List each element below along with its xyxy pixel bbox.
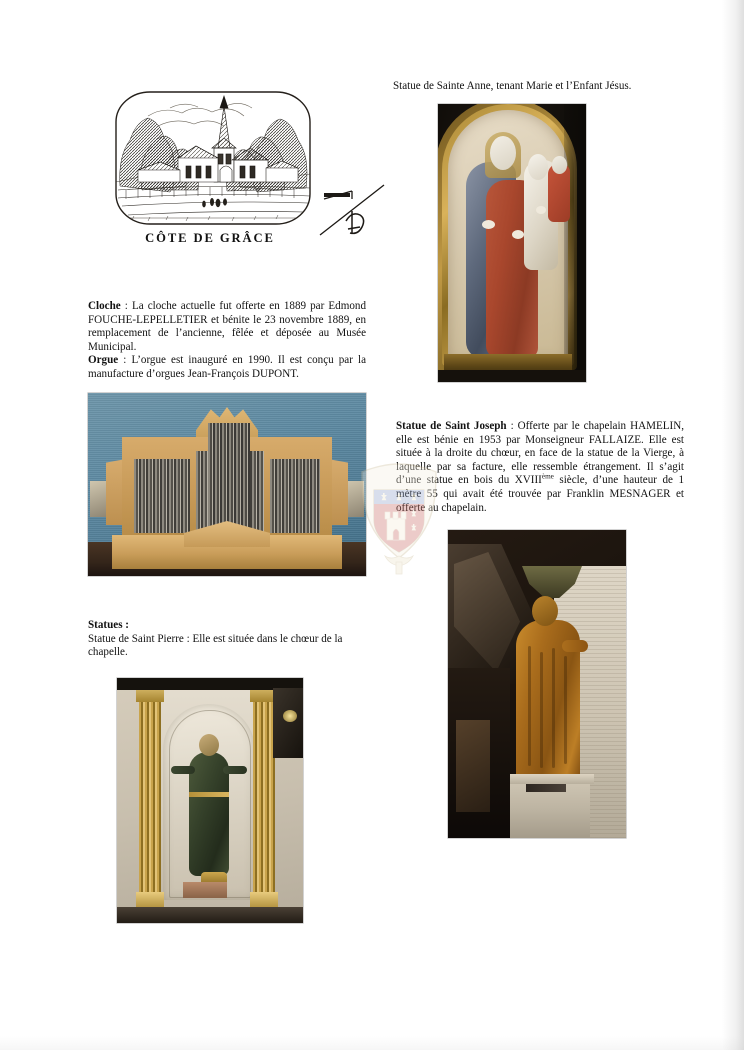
cloche-text: : La cloche actuelle fut offerte en 1889 par Edmond FOUCHE-LEPELLETIER et bénite le 23 novembre 1889, en remplacement de l’ancienne, fêlée et déposée au Musée Municipal. — [88, 300, 366, 353]
photo-statue-sainte-anne — [438, 104, 586, 382]
statues-block — [88, 619, 378, 660]
scan-edge-shadow-right — [722, 0, 744, 1050]
photo-orgue — [88, 393, 366, 576]
saint-joseph-lead: Statue de Saint Joseph — [396, 420, 507, 432]
photo-statue-saint-joseph — [448, 530, 626, 838]
cloche-orgue-paragraph — [88, 300, 366, 382]
saint-joseph-ordinal-superscript: ème — [541, 472, 554, 481]
scan-edge-shadow-bottom — [0, 1036, 744, 1050]
saint-joseph-text-part1: : Offerte par le chapelain HAMELIN, elle est bénie en 1953 par Monseigneur FALLAIZE. Elle est située à la droite du chœur, en face de la statue de la Vierge, à laquelle par sa facture, elle ressemble étrangement. Il s’agit d’une statue en bois du XVIII — [396, 420, 685, 487]
sainte-anne-caption: Statue de Sainte Anne, tenant Marie et l’Enfant Jésus. — [393, 80, 632, 92]
engraving-caption: CÔTE DE GRÂCE — [145, 231, 275, 245]
artist-signature-mark — [318, 181, 390, 249]
photo-statue-saint-pierre — [117, 678, 303, 923]
statues-heading: Statues : — [88, 619, 129, 631]
engraving-cote-de-grace — [108, 86, 318, 236]
saint-joseph-paragraph — [396, 420, 684, 515]
cloche-lead: Cloche — [88, 300, 121, 312]
saint-joseph-text-part2: siècle, d’une hauteur de 1 mètre 55 qui avait été trouvée par Franklin MESNAGER et offerte au chapelain. — [396, 474, 684, 514]
saint-pierre-text: Statue de Saint Pierre : Elle est située dans le chœur de la chapelle. — [88, 632, 343, 659]
orgue-text: : L’orgue est inauguré en 1990. Il est conçu par la manufacture d’orgues Jean-François DUPONT. — [88, 354, 366, 380]
orgue-lead: Orgue — [88, 354, 119, 367]
